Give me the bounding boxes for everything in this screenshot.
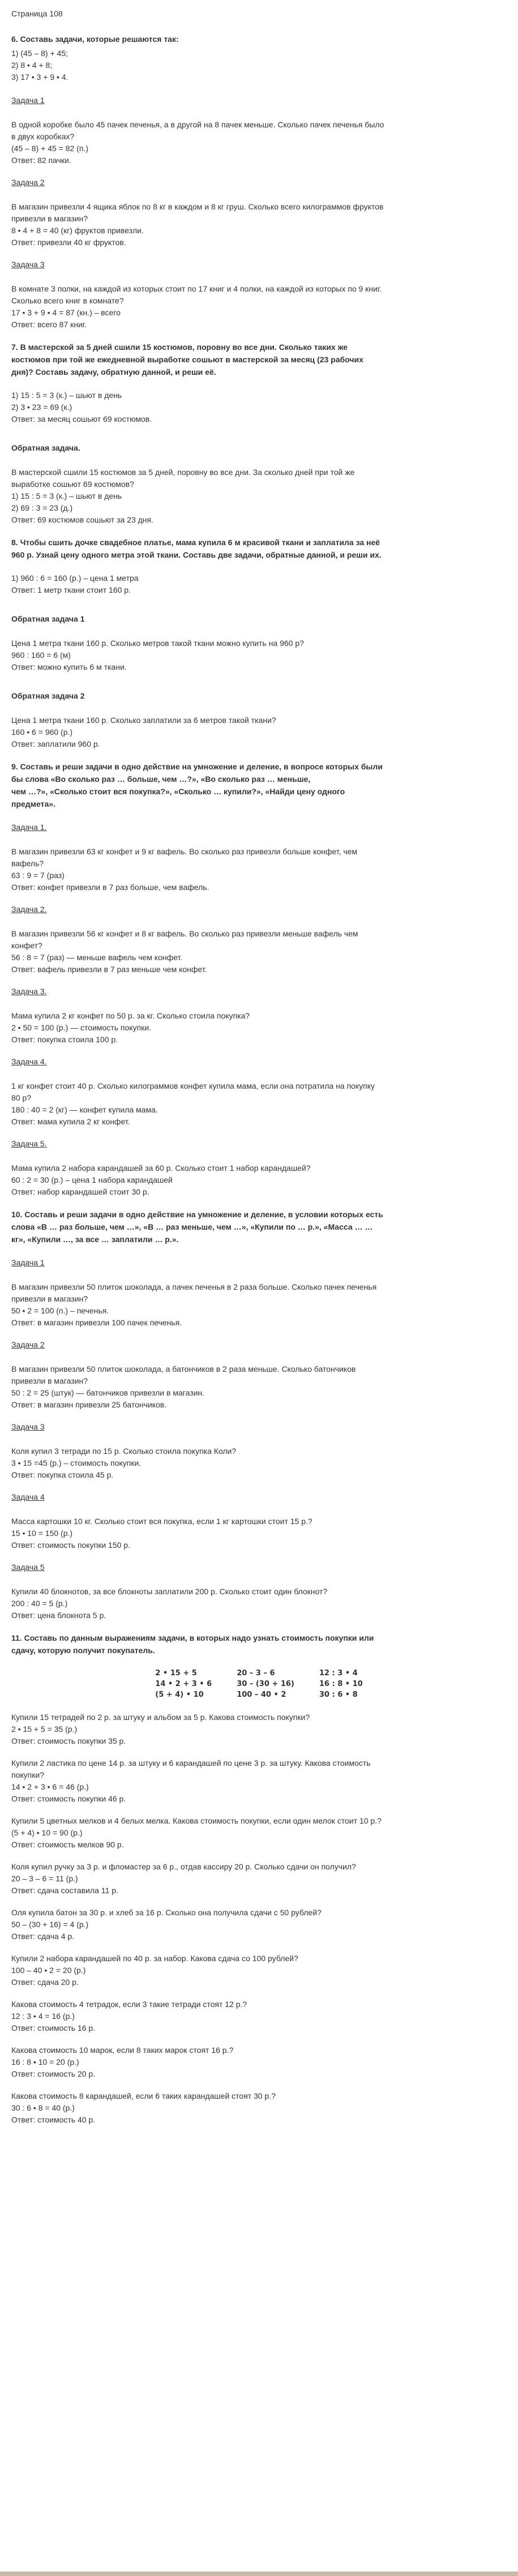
text-line: Цена 1 метра ткани 160 р. Сколько заплатили за 6 метров такой ткани? (11, 716, 276, 725)
text-line: кг», «Купили …, за все … заплатили … р.». (11, 1235, 179, 1244)
text-line: 200 : 40 = 5 (р.) (11, 1599, 68, 1608)
text-line: Ответ: покупка стоила 45 р. (11, 1470, 114, 1479)
text-line: Купили 2 набора карандашей по 40 р. за набор. Какова сдача со 100 рублей? (11, 1954, 298, 1963)
text-line: 960 р. Узнай цену одного метра этой ткани. Составь две задачи, обратные данной, и реши их. (11, 550, 382, 559)
text-line: предмета». (11, 799, 55, 808)
text-line: 960 : 160 = 6 (м) (11, 651, 71, 660)
text-line: В магазин привезли 63 кг конфет и 9 кг вафель. Во сколько раз привезли больше конфет, чем (11, 847, 358, 856)
text-line: 2) 8 • 4 + 8; (11, 61, 53, 70)
text-line: 7. В мастерской за 5 дней сшили 15 костюмов, поровну во все дни. Сколько таких же (11, 343, 348, 352)
text-line: костюмов при той же ежедневной выработке сошьют в мастерской за месяц (23 рабочих (11, 355, 363, 364)
subtask-heading (11, 1339, 507, 1351)
text-line: Купили 5 цветных мелков и 4 белых мелка. Какова стоимость покупки, если один мелок стоит 10 р.? (11, 1816, 382, 1825)
text-line: Ответ: в магазин привезли 100 пачек печенья. (11, 1318, 182, 1327)
text-line: 60 : 2 = 30 (р.) – цена 1 набора карандашей (11, 1175, 173, 1184)
text-line: Обратная задача. (11, 443, 80, 452)
text-line: Задача 2 (11, 1340, 45, 1349)
paragraph (11, 572, 507, 596)
text-line: Ответ: стоимость покупки 46 р. (11, 1794, 126, 1803)
paragraph (11, 1953, 507, 1988)
subtask-heading (11, 986, 507, 998)
text-line: Задача 4. (11, 1057, 47, 1066)
text-line: Ответ: цена блокнота 5 р. (11, 1611, 106, 1620)
text-line: 16 : 8 • 10 = 20 (р.) (11, 2057, 79, 2066)
subtask-heading (11, 177, 507, 189)
paragraph (11, 1162, 507, 1198)
text-line: вафель? (11, 859, 44, 868)
text-line: Ответ: стоимость покупки 150 р. (11, 1541, 130, 1550)
text-line: 11. Составь по данным выражениям задачи, в которых надо узнать стоимость покупки или (11, 1633, 374, 1642)
paragraph (11, 1586, 507, 1621)
task-heading (11, 1208, 507, 1246)
expression-column (319, 1668, 363, 1700)
text-line: 50 – (30 + 16) = 4 (р.) (11, 1920, 89, 1929)
subtask-heading (11, 821, 507, 833)
text-line: 1) 960 : 6 = 160 (р.) – цена 1 метра (11, 574, 139, 583)
text-line: 50 • 2 = 100 (п.) – печенья. (11, 1306, 109, 1315)
text-line: Коля купил ручку за 3 р. и фломастер за 6 р., отдав кассиру 20 р. Сколько сдачи он получил? (11, 1862, 356, 1871)
text-line: Ответ: стоимость 40 р. (11, 2115, 96, 2124)
text-line: В одной коробке было 45 пачек печенья, а в другой на 8 пачек меньше. Сколько пачек печенья было (11, 120, 384, 129)
text-line: Мама купила 2 кг конфет по 50 р. за кг. Сколько стоила покупка? (11, 1011, 250, 1020)
expression: 30 – (30 + 16) (237, 1680, 294, 1688)
text-line: Ответ: в магазин привезли 25 батончиков. (11, 1400, 167, 1409)
text-line: Ответ: за месяц сошьют 69 костюмов. (11, 414, 152, 423)
text-line: дня)? Составь задачу, обратную данной, и реши её. (11, 367, 216, 376)
text-line: 3) 17 • 3 + 9 • 4. (11, 72, 69, 82)
task-heading (11, 341, 507, 378)
text-line: Цена 1 метра ткани 160 р. Сколько метров такой ткани можно купить на 960 р? (11, 639, 304, 648)
expression: 2 • 15 + 5 (155, 1669, 197, 1678)
text-line: Задача 5. (11, 1139, 47, 1148)
expression-column (237, 1668, 294, 1700)
text-line: 1 кг конфет стоит 40 р. Сколько килограммов конфет купила мама, если она потратила на покупку (11, 1081, 375, 1090)
expression: 20 – 3 – 6 (237, 1669, 275, 1678)
inverse-task-heading (11, 613, 507, 625)
paragraph (11, 119, 507, 166)
text-line: Задача 1. (11, 823, 47, 832)
text-line: привезли в магазин? (11, 214, 88, 223)
paragraph (11, 928, 507, 975)
text-line: 2) 69 : 3 = 23 (д.) (11, 503, 73, 512)
task-heading (11, 33, 507, 45)
task-heading (11, 1632, 507, 1657)
text-line: конфет? (11, 941, 42, 950)
subtask-heading (11, 1561, 507, 1573)
paragraph (11, 390, 507, 425)
text-line: (5 + 4) • 10 = 90 (р.) (11, 1828, 83, 1837)
text-line: 12 : 3 • 4 = 16 (р.) (11, 2012, 75, 2021)
expression: 14 • 2 + 3 • 6 (155, 1680, 212, 1688)
text-line: Ответ: 82 пачки. (11, 156, 71, 165)
paragraph (11, 283, 507, 331)
text-line: 9. Составь и реши задачи в одно действие на умножение и деление, в вопросе которых были (11, 762, 383, 771)
footer-bar (0, 2571, 518, 2576)
paragraph (11, 1281, 507, 1329)
text-line: Ответ: сдача составила 11 р. (11, 1886, 118, 1895)
text-line: покупки? (11, 1770, 44, 1779)
text-line: 80 р? (11, 1093, 32, 1102)
text-line: 180 : 40 = 2 (кг) — конфет купила мама. (11, 1105, 158, 1114)
expressions-table (11, 1668, 507, 1700)
text-line: Задача 1 (11, 96, 45, 105)
paragraph (11, 1363, 507, 1411)
task-heading (11, 536, 507, 561)
text-line: В магазин привезли 4 ящика яблок по 8 кг в каждом и 8 кг груш. Сколько всего килограммов фруктов (11, 202, 384, 211)
subtask-heading (11, 1056, 507, 1068)
text-line: Ответ: стоимость 16 р. (11, 2023, 96, 2032)
expression: 30 : 6 • 8 (319, 1691, 358, 1699)
text-line: В магазин привезли 50 плиток шоколада, а пачек печенья в 2 раза больше. Сколько пачек печенья (11, 1282, 377, 1291)
subtask-heading (11, 904, 507, 915)
paragraph (11, 2044, 507, 2080)
subtask-heading (11, 95, 507, 106)
paragraph (11, 637, 507, 673)
text-line: Ответ: 1 метр ткани стоит 160 р. (11, 585, 131, 594)
text-line: Купили 2 ластика по цене 14 р. за штуку и 6 карандашей по цене 3 р. за штуку. Какова стоимость (11, 1758, 371, 1768)
text-line: в двух коробках? (11, 132, 75, 141)
text-line: 17 • 3 + 9 • 4 = 87 (кн.) – всего (11, 308, 121, 317)
text-line: Задача 4 (11, 1492, 45, 1501)
text-line: Оля купила батон за 30 р. и хлеб за 16 р. Сколько она получила сдачи с 50 рублей? (11, 1908, 322, 1917)
text-line: В мастерской сшили 15 костюмов за 5 дней, поровну во все дни. За сколько дней при той же (11, 468, 355, 477)
text-line: Ответ: конфет привезли в 7 раз больше, чем вафель. (11, 883, 209, 892)
text-line: 15 • 10 = 150 (р.) (11, 1529, 73, 1538)
blocks-container (11, 33, 507, 2126)
text-line: 160 • 6 = 960 (р.) (11, 728, 73, 737)
text-line: Ответ: набор карандашей стоит 30 р. (11, 1187, 149, 1196)
text-line: Задача 2 (11, 178, 45, 187)
expression: 16 : 8 • 10 (319, 1680, 363, 1688)
paragraph (11, 1445, 507, 1481)
text-line: 1) 15 : 5 = 3 (к.) – шьют в день (11, 491, 122, 500)
text-line: Мама купила 2 набора карандашей за 60 р. Сколько стоит 1 набор карандашей? (11, 1163, 311, 1173)
text-line: 1) (45 – 8) + 45; (11, 49, 69, 58)
text-line: В комнате 3 полки, на каждой из которых стоит по 17 книг и 4 полки, на каждой из которых по 9 книг. (11, 284, 382, 293)
paragraph (11, 1757, 507, 1805)
text-line: Ответ: мама купила 2 кг конфет. (11, 1117, 130, 1126)
text-line: Ответ: вафель привезли в 7 раз меньше чем конфет. (11, 965, 207, 974)
subtask-heading (11, 1138, 507, 1150)
text-line: 50 : 2 = 25 (штук) — батончиков привезли в магазин. (11, 1388, 205, 1397)
text-line: 100 – 40 • 2 = 20 (р.) (11, 1966, 86, 1975)
expression: (5 + 4) • 10 (155, 1691, 204, 1699)
paragraph (11, 1516, 507, 1551)
paragraph (11, 1080, 507, 1128)
text-line: Купили 15 тетрадей по 2 р. за штуку и альбом за 5 р. Какова стоимость покупки? (11, 1713, 310, 1722)
text-line: Обратная задача 2 (11, 691, 85, 700)
text-line: 30 : 6 • 8 = 40 (р.) (11, 2103, 75, 2112)
paragraph (11, 1711, 507, 1747)
paragraph (11, 846, 507, 893)
text-line: Задача 5 (11, 1563, 45, 1572)
text-line: Задача 3. (11, 987, 47, 996)
text-line: 20 – 3 – 6 = 11 (р.) (11, 1874, 78, 1883)
text-line: 14 • 2 + 3 • 6 = 46 (р.) (11, 1782, 89, 1791)
text-line: В магазин привезли 50 плиток шоколада, а батончиков в 2 раза меньше. Сколько батончиков (11, 1364, 356, 1373)
subtask-heading (11, 1257, 507, 1269)
paragraph (11, 1010, 507, 1046)
paragraph (11, 467, 507, 526)
text-line: Ответ: покупка стоила 100 р. (11, 1035, 118, 1044)
text-line: Коля купил 3 тетради по 15 р. Сколько стоила покупка Коли? (11, 1447, 237, 1456)
inverse-task-heading (11, 442, 507, 454)
text-line: В магазин привезли 56 кг конфет и 8 кг вафель. Во сколько раз привезли меньше вафель чем (11, 929, 358, 938)
paragraph (11, 1907, 507, 1942)
text-line: Ответ: стоимость мелков 90 р. (11, 1840, 124, 1849)
text-line: 8 • 4 + 8 = 40 (кг) фруктов привезли. (11, 226, 144, 235)
text-line: Ответ: 69 костюмов сошьют за 23 дня. (11, 515, 154, 524)
text-line: Какова стоимость 8 карандашей, если 6 таких карандашей стоят 30 р.? (11, 2091, 276, 2100)
text-line: бы слова «Во сколько раз … больше, чем …?», «Во сколько раз … меньше, (11, 774, 311, 784)
text-line: Какова стоимость 10 марок, если 8 таких марок стоят 16 р.? (11, 2046, 234, 2055)
expression-column (155, 1668, 212, 1700)
text-line: 63 : 9 = 7 (раз) (11, 871, 65, 880)
text-line: Задача 3 (11, 1422, 45, 1431)
text-line: Ответ: сдача 20 р. (11, 1978, 79, 1987)
text-line: 2 • 50 = 100 (р.) — стоимость покупки. (11, 1023, 151, 1032)
page-title: Страница 108 (11, 9, 63, 18)
paragraph (11, 201, 507, 249)
text-line: 6. Составь задачи, которые решаются так: (11, 35, 179, 44)
text-line: чем …?», «Сколько стоит вся покупка?», «Сколько … купили?», «Найди цену одного (11, 787, 345, 796)
text-line: 2 • 15 + 5 = 35 (р.) (11, 1725, 78, 1734)
paragraph (11, 1999, 507, 2034)
text-line: 56 : 8 = 7 (раз) — меньше вафель чем конфет. (11, 953, 183, 962)
text-line: Ответ: всего 87 книг. (11, 320, 87, 329)
task-heading (11, 760, 507, 810)
text-line: Задача 3 (11, 260, 45, 269)
text-line: Задача 2. (11, 905, 47, 914)
expression: 100 – 40 • 2 (237, 1691, 286, 1699)
text-line: Сколько всего книг в комнате? (11, 296, 124, 305)
subtask-heading (11, 259, 507, 271)
subtask-heading (11, 1421, 507, 1433)
text-line: слова «В … раз больше, чем …», «В … раз меньше, чем …», «Купили по … р.», «Масса … … (11, 1222, 373, 1231)
paragraph (11, 1815, 507, 1851)
text-line: Ответ: привезли 40 кг фруктов. (11, 238, 126, 247)
text-line: привезли в магазин? (11, 1376, 88, 1385)
text-line: Ответ: заплатили 960 р. (11, 739, 100, 748)
text-line: привезли в магазин? (11, 1294, 88, 1303)
paragraph (11, 714, 507, 750)
text-line: 2) 3 • 23 = 69 (к.) (11, 403, 72, 412)
text-line: Купили 40 блокнотов, за все блокноты заплатили 200 р. Сколько стоит один блокнот? (11, 1587, 328, 1596)
paragraph (11, 48, 507, 83)
subtask-heading (11, 1491, 507, 1503)
text-line: Ответ: стоимость 20 р. (11, 2069, 96, 2078)
text-line: Задача 1 (11, 1258, 45, 1267)
paragraph (11, 2090, 507, 2126)
text-line: Какова стоимость 4 тетрадок, если 3 такие тетради стоят 12 р.? (11, 2000, 247, 2009)
text-line: (45 – 8) + 45 = 82 (п.) (11, 144, 88, 153)
text-line: 10. Составь и реши задачи в одно действие на умножение и деление, в условии которых есть (11, 1210, 383, 1219)
text-line: Ответ: стоимость покупки 35 р. (11, 1736, 126, 1745)
paragraph (11, 1861, 507, 1897)
text-line: 8. Чтобы сшить дочке свадебное платье, мама купила 6 м красивой ткани и заплатила за неё (11, 538, 380, 547)
text-line: Обратная задача 1 (11, 614, 85, 623)
expression: 12 : 3 • 4 (319, 1669, 358, 1678)
text-line: 3 • 15 =45 (р.) – стоимость покупки. (11, 1458, 142, 1467)
text-line: 1) 15 : 5 = 3 (к.) – шьют в день (11, 391, 122, 400)
text-line: Ответ: можно купить 6 м ткани. (11, 662, 127, 671)
text-line: Масса картошки 10 кг. Сколько стоит вся покупка, если 1 кг картошки стоит 15 р.? (11, 1517, 312, 1526)
inverse-task-heading (11, 690, 507, 702)
text-line: сдачу, которую получит покупатель. (11, 1646, 155, 1655)
text-line: Ответ: сдача 4 р. (11, 1932, 75, 1941)
text-line: выработке сошьют 69 костюмов? (11, 480, 134, 489)
